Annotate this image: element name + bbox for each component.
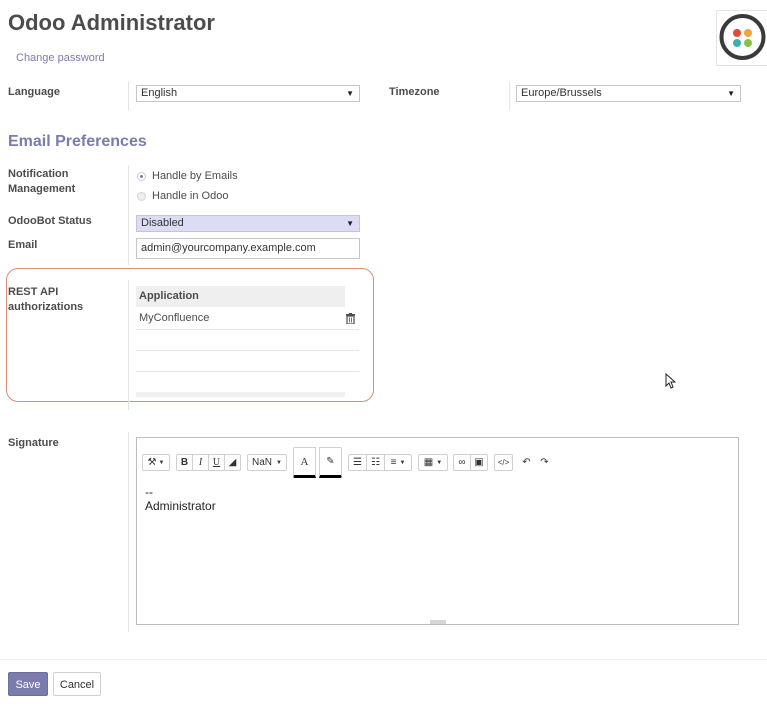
ordered-list-button[interactable] [366,454,385,471]
timezone-label: Timezone [389,86,440,98]
table-button[interactable] [418,454,448,471]
radio-unchecked-icon[interactable] [137,192,146,201]
odoo-bot-avatar-icon [719,13,766,61]
resize-handle[interactable] [430,620,446,624]
trash-icon[interactable] [346,313,355,324]
paragraph-button[interactable] [384,454,412,471]
table-icon: ▦ [423,457,434,468]
save-button[interactable]: Save [8,672,48,696]
code-icon: </> [497,458,510,467]
brush-icon: ✎ [326,456,335,467]
odoobot-status-value: Disabled [141,217,184,229]
bullet-list-icon: ☰ [353,457,362,468]
link-button[interactable] [453,454,471,471]
eraser-icon: ◢ [228,457,237,468]
bold-button[interactable]: B [176,454,193,471]
align-left-icon: ≡ [390,457,397,468]
email-input[interactable]: admin@yourcompany.example.com [136,238,360,259]
column-divider [128,165,129,265]
caret-down-icon: ▼ [158,459,165,466]
redo-button[interactable] [536,454,553,471]
numbered-list-icon: ☷ [371,457,380,468]
table-header-application[interactable]: Application [136,286,345,307]
notification-label: Notification Management [8,168,76,195]
column-divider [509,82,510,110]
rest-api-label: REST API authorizations [8,286,84,313]
table-row-empty [136,329,359,351]
notification-radio-group [137,169,238,203]
caret-down-icon: ▼ [346,89,354,98]
change-password-link[interactable]: Change password [16,52,105,64]
underline-button[interactable]: U [208,454,225,471]
italic-button[interactable]: I [192,454,209,471]
font-size-button[interactable]: NaN ▼ [247,454,287,471]
column-divider [128,280,129,410]
caret-down-icon: ▼ [399,459,406,466]
radio-handle-in-odoo[interactable]: Handle in Odoo [137,189,238,203]
caret-down-icon: ▼ [346,219,354,228]
image-icon: ▣ [474,457,484,468]
odoobot-status-label: OdooBot Status [8,215,92,227]
unordered-list-button[interactable] [348,454,367,471]
footer-divider [0,659,767,660]
undo-button[interactable] [518,454,535,471]
column-divider [128,432,129,632]
radio-checked-icon[interactable] [137,172,146,181]
code-view-button[interactable] [494,454,513,471]
link-icon: ∞ [458,457,466,468]
signature-content[interactable]: -- Administrator [145,485,216,513]
caret-down-icon: ▼ [436,459,443,466]
magic-wand-icon: ⚒ [147,457,157,468]
signature-label: Signature [8,437,59,449]
timezone-value: Europe/Brussels [521,87,602,99]
radio-handle-by-emails[interactable]: Handle by Emails [137,169,238,183]
language-value: English [141,87,178,99]
signature-editor[interactable] [136,437,739,625]
text-color-button[interactable]: A [293,447,316,478]
timezone-select[interactable] [516,85,741,102]
caret-down-icon: ▼ [276,459,282,466]
style-dropdown-button[interactable] [142,454,170,471]
font-style-group [176,454,241,471]
image-button[interactable] [470,454,488,471]
email-preferences-heading: Email Preferences [8,133,147,150]
list-group [348,454,412,471]
redo-icon: ↷ [540,457,549,468]
cancel-button[interactable]: Cancel [53,672,101,696]
avatar[interactable] [716,10,767,66]
color-group [293,447,342,478]
table-footer [136,392,345,397]
editor-toolbar [142,447,553,478]
eraser-button[interactable] [224,454,241,471]
mouse-cursor-icon [665,373,676,389]
language-select[interactable] [136,85,360,102]
application-cell: MyConfluence [139,312,210,324]
table-row[interactable] [136,308,359,330]
highlight-color-button[interactable] [319,447,342,478]
language-label: Language [8,86,60,98]
page-title: Odoo Administrator [8,10,215,35]
table-row-empty [136,350,359,372]
undo-icon: ↶ [522,457,531,468]
odoobot-status-select[interactable] [136,215,360,232]
email-label: Email [8,239,38,251]
caret-down-icon: ▼ [727,89,735,98]
insert-group [453,454,488,471]
column-divider [128,82,129,110]
